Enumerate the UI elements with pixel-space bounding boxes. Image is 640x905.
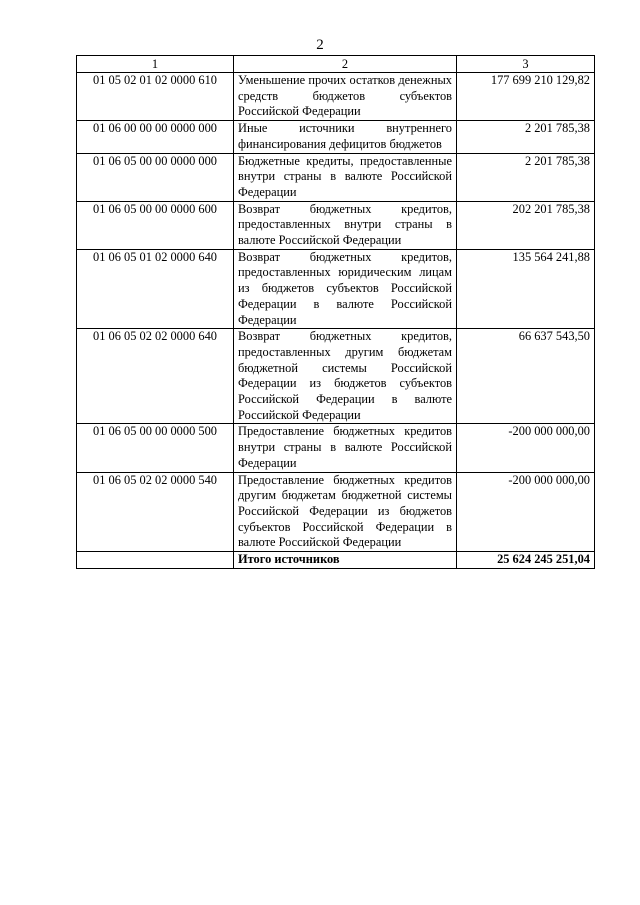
column-header-3: 3	[457, 56, 595, 73]
row-code: 01 06 05 02 02 0000 540	[77, 472, 234, 552]
table-row	[77, 249, 595, 329]
total-label: Итого источников	[234, 552, 457, 569]
row-name: Уменьшение прочих остатков денежных средств бюджетов субъектов Российской Федерации	[234, 73, 457, 121]
row-amount: 2 201 785,38	[457, 153, 595, 201]
table-total-row	[77, 552, 595, 569]
row-amount: -200 000 000,00	[457, 424, 595, 472]
row-name: Иные источники внутреннего финансирования дефицитов бюджетов	[234, 121, 457, 153]
row-name: Предоставление бюджетных кредитов другим бюджетам бюджетной системы Российской Федерации из бюджетов субъектов Российской Федерации в валюте Российской Федерации	[234, 472, 457, 552]
row-amount: 202 201 785,38	[457, 201, 595, 249]
row-code: 01 06 05 00 00 0000 500	[77, 424, 234, 472]
table-row	[77, 201, 595, 249]
row-amount: 177 699 210 129,82	[457, 73, 595, 121]
row-name: Возврат бюджетных кредитов, предоставленных внутри страны в валюте Российской Федерации	[234, 201, 457, 249]
row-code: 01 06 00 00 00 0000 000	[77, 121, 234, 153]
row-code: 01 06 05 00 00 0000 600	[77, 201, 234, 249]
row-code: 01 06 05 00 00 0000 000	[77, 153, 234, 201]
table-row	[77, 73, 595, 121]
row-name: Предоставление бюджетных кредитов внутри страны в валюте Российской Федерации	[234, 424, 457, 472]
table-header-row	[77, 56, 595, 73]
total-code-empty	[77, 552, 234, 569]
row-amount: 66 637 543,50	[457, 329, 595, 424]
row-name: Возврат бюджетных кредитов, предоставленных другим бюджетам бюджетной системы Российской Федерации из бюджетов субъектов Российской Федерации в валюте Российской Федерации	[234, 329, 457, 424]
row-amount: 2 201 785,38	[457, 121, 595, 153]
table-row	[77, 424, 595, 472]
row-code: 01 05 02 01 02 0000 610	[77, 73, 234, 121]
table-row	[77, 153, 595, 201]
column-header-2: 2	[234, 56, 457, 73]
page-number: 2	[316, 37, 324, 53]
row-code: 01 06 05 02 02 0000 640	[77, 329, 234, 424]
financing-sources-table	[76, 55, 595, 569]
row-code: 01 06 05 01 02 0000 640	[77, 249, 234, 329]
table-row	[77, 329, 595, 424]
total-amount: 25 624 245 251,04	[457, 552, 595, 569]
row-amount: 135 564 241,88	[457, 249, 595, 329]
table-row	[77, 121, 595, 153]
row-name: Бюджетные кредиты, предоставленные внутри страны в валюте Российской Федерации	[234, 153, 457, 201]
column-header-1: 1	[77, 56, 234, 73]
row-name: Возврат бюджетных кредитов, предоставленных юридическим лицам из бюджетов субъектов Российской Федерации в валюте Российской Федерации	[234, 249, 457, 329]
row-amount: -200 000 000,00	[457, 472, 595, 552]
table-row	[77, 472, 595, 552]
